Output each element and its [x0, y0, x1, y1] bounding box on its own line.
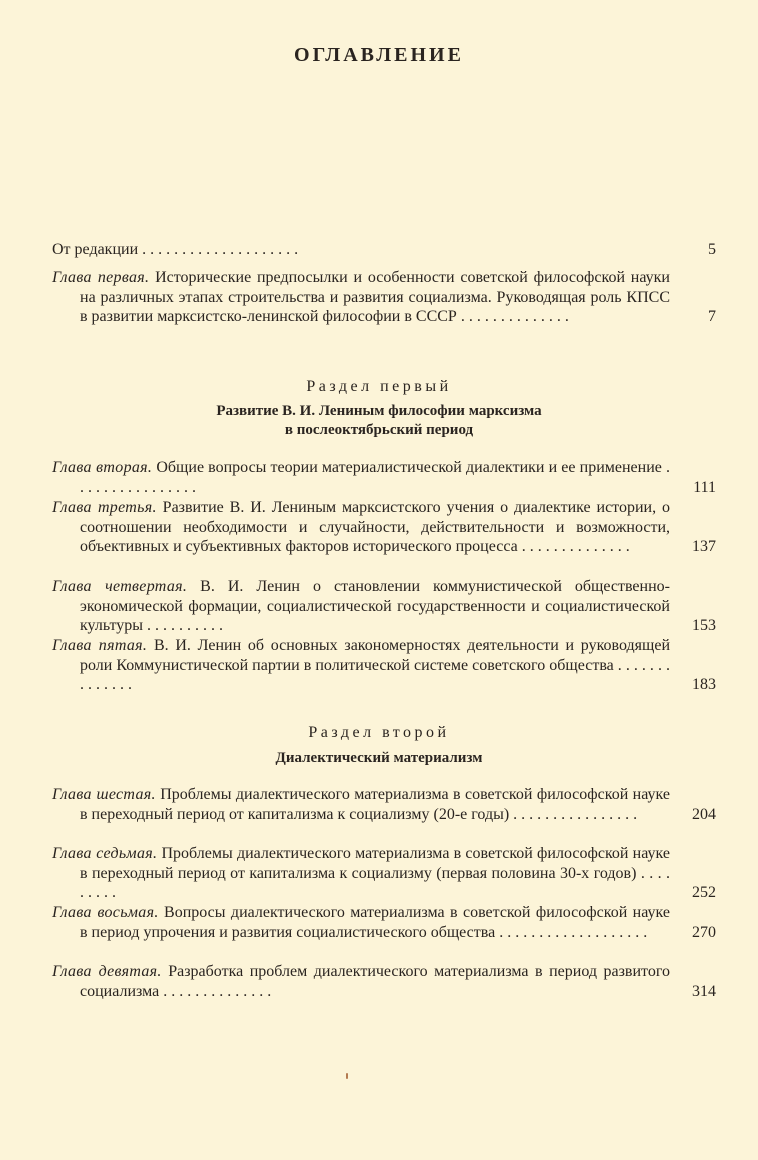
- page-number: 314: [692, 982, 716, 1000]
- toc-entry: [52, 636, 716, 695]
- leader-dots: . . . . . . . . . . . . . . . . . . .: [495, 923, 648, 941]
- entry-text: Развитие В. И. Лениным марксистского учения о диалектике истории, о соотношении необходимости и случайности, действительности и возможности, объективных и субъективных факторов исторического процесса: [80, 499, 670, 556]
- toc-entry: [52, 785, 716, 824]
- leader-dots: . . . . . . . . . . . . . .: [517, 538, 630, 556]
- toc-entry: [52, 458, 716, 497]
- entry-text: Исторические предпосылки и особенности советской философской науки на различных этапах строительства и развития социализма. Руководящая роль КПСС в развитии марксистско-ленинской философии в СССР: [80, 269, 670, 326]
- entry-text: Разработка проблем диалектического материализма в период развитого социализма: [80, 963, 670, 1000]
- leader-dots: . . . . . . . . . . . . . .: [159, 982, 272, 1000]
- toc-entry: [52, 498, 716, 557]
- chapter-label: Глава седьмая.: [52, 845, 158, 862]
- page-number: 153: [692, 617, 716, 635]
- chapter-label: Глава девятая.: [52, 963, 162, 980]
- page-number: 137: [692, 538, 716, 556]
- page-number: 111: [693, 478, 716, 496]
- page-number: 204: [692, 805, 716, 823]
- page-number: 7: [708, 308, 716, 326]
- entry-text: Проблемы диалектического материализма в советской философской науке в переходный период от капитализма к социализму (20-е годы): [80, 786, 670, 823]
- section-number: Раздел первый: [306, 378, 452, 395]
- page-number: 5: [708, 241, 716, 258]
- toc-entry: [52, 577, 716, 636]
- leader-dots: . . . . . . . . . . . . . . . . . . . .: [138, 241, 299, 258]
- chapter-label: Глава четвертая.: [52, 578, 188, 595]
- chapter-label: Глава первая.: [52, 269, 150, 286]
- entry-text: Вопросы диалектического материализма в советской философской науке в период упрочения и развития социалистического общества: [80, 904, 671, 941]
- chapter-label: Глава пятая.: [52, 637, 148, 654]
- chapter-label: Глава восьмая.: [52, 904, 159, 921]
- entry-text: Общие вопросы теории материалистической диалектики и ее применение: [152, 459, 662, 476]
- toc-entry: [52, 903, 716, 942]
- entry-text: Проблемы диалектического материализма в советской философской науке в переходный период от капитализма к социализму (первая половина 30-х годов): [80, 845, 670, 882]
- toc-entry: [52, 844, 716, 903]
- toc-entry: [52, 268, 716, 327]
- paper-speck: [346, 1073, 348, 1079]
- leader-dots: . . . . . . . . .: [80, 864, 671, 902]
- entry-text: От редакции: [52, 241, 139, 258]
- leader-dots: . . . . . . . . . . . . . .: [80, 656, 671, 694]
- section-title: Диалектический материализм: [275, 750, 483, 766]
- entry-text: В. И. Ленин о становлении коммунистической общественно-экономической формации, социалистической государственности и социалистической культуры: [80, 578, 670, 635]
- leader-dots: . . . . . . . . . .: [143, 617, 224, 635]
- page-number: 183: [692, 676, 716, 694]
- page-number: 270: [692, 923, 716, 941]
- page-title: ОГЛАВЛЕНИЕ: [294, 44, 464, 66]
- section-number: Раздел второй: [308, 724, 450, 741]
- section-title: Развитие В. И. Лениным философии марксизма: [216, 403, 542, 419]
- chapter-label: Глава вторая.: [52, 459, 153, 476]
- toc-entry: [52, 962, 716, 1001]
- section-title-line2: в послеоктябрьский период: [284, 422, 474, 438]
- page-number: 252: [692, 884, 716, 902]
- leader-dots: . . . . . . . . . . . . . .: [456, 308, 569, 326]
- chapter-label: Глава третья.: [52, 499, 157, 516]
- leader-dots: . . . . . . . . . . . . . . . .: [80, 459, 671, 496]
- toc-entry: [52, 240, 716, 260]
- leader-dots: . . . . . . . . . . . . . . . .: [509, 805, 638, 823]
- entry-text: В. И. Ленин об основных закономерностях деятельности и руководящей роли Коммунистической партии в политической системе советского общества: [80, 637, 671, 674]
- chapter-label: Глава шестая.: [52, 786, 156, 803]
